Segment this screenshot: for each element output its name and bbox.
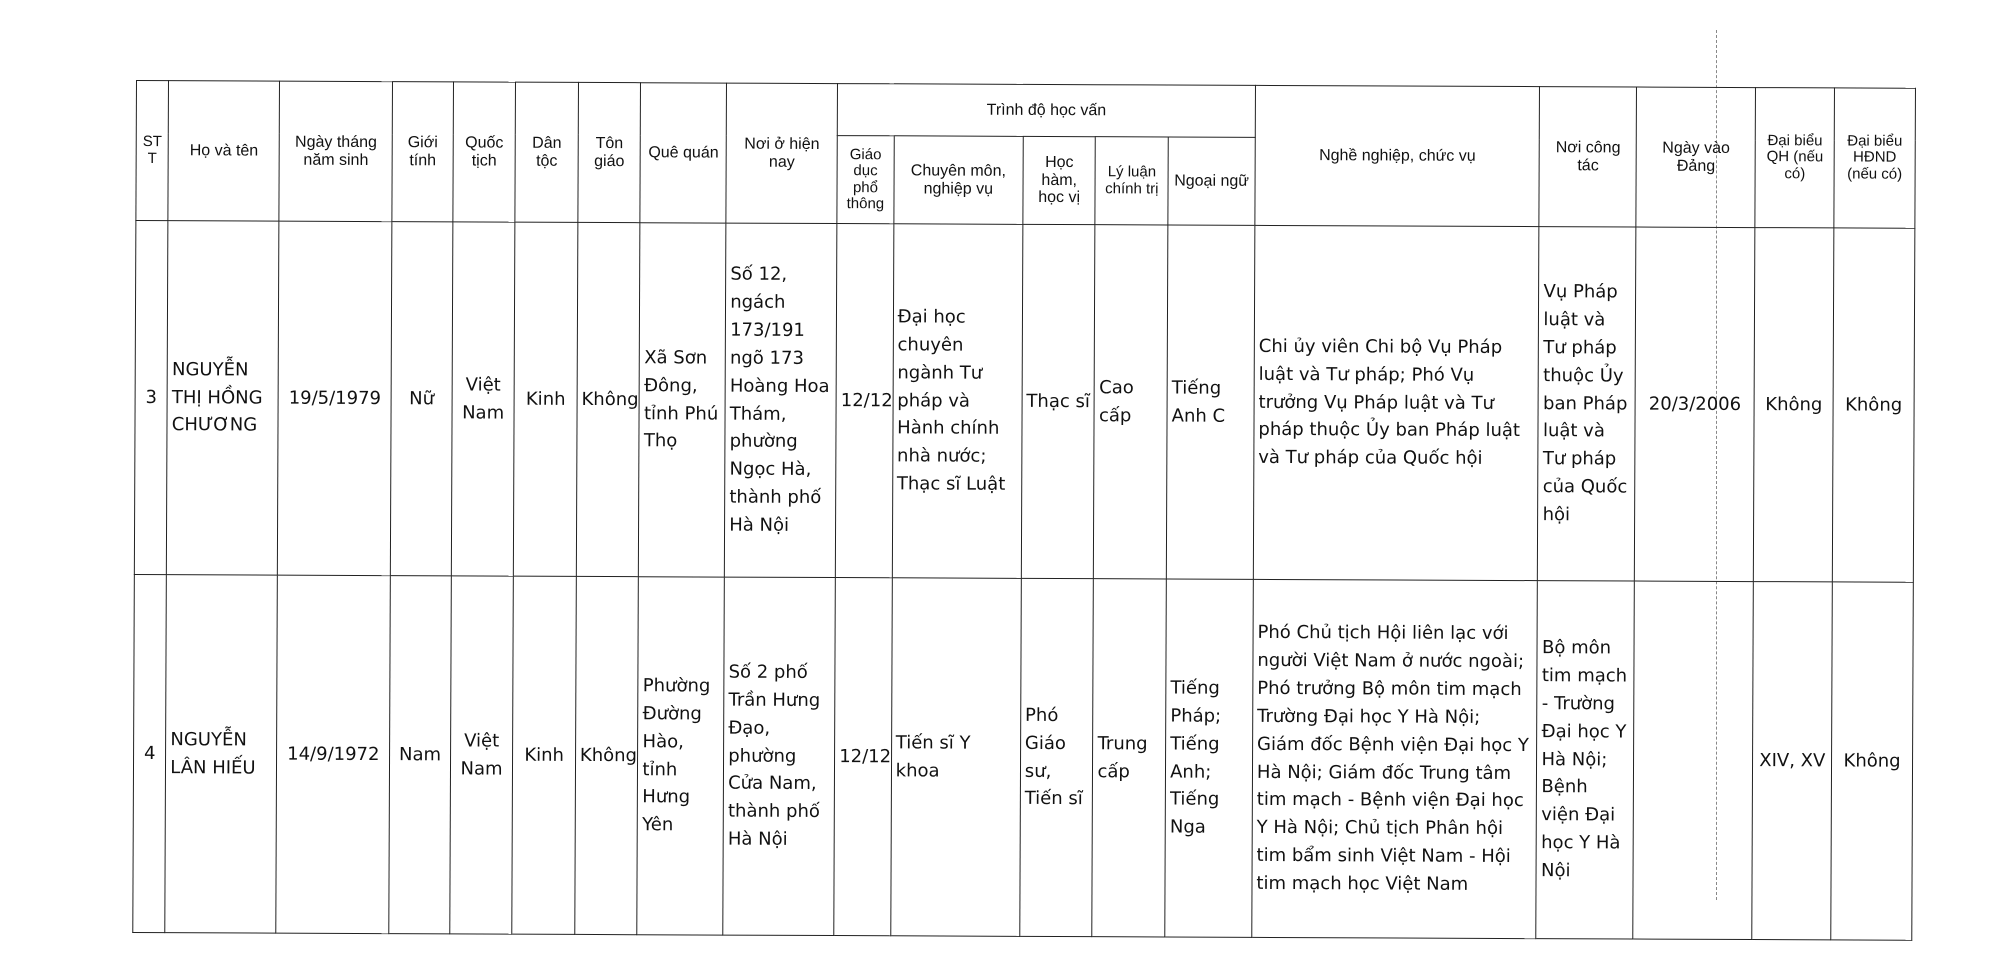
row-nationality: Việt Nam — [451, 222, 515, 576]
header-party-date: Ngày vào Đảng — [1636, 87, 1756, 228]
row-stt: 3 — [134, 221, 168, 575]
header-specialty: Chuyên môn, nghiệp vụ — [894, 136, 1024, 225]
row-na-delegate: Không — [1754, 228, 1834, 582]
row-party-date — [1633, 581, 1754, 940]
row-name: NGUYỄN THỊ HỒNG CHƯƠNG — [167, 221, 280, 575]
candidate-table-sheet — [132, 80, 1916, 941]
row-language: Tiếng Pháp; Tiếng Anh; Tiếng Nga — [1165, 579, 1253, 937]
header-dob: Ngày tháng năm sinh — [279, 81, 393, 221]
row-specialty: Đại học chuyên ngành Tư pháp và Hành chính nhà nước; Thạc sĩ Luật — [892, 224, 1023, 579]
header-religion: Tôn giáo — [578, 82, 641, 222]
row-academic: Thạc sĩ — [1021, 224, 1095, 578]
row-occupation: Chi ủy viên Chi bộ Vụ Pháp luật và Tư pháp; Phó Vụ trưởng Vụ Pháp luật và Tư pháp thuộc Ủy ban Pháp luật và Tư pháp của Quốc hội — [1253, 225, 1539, 580]
header-name: Họ và tên — [168, 81, 280, 221]
row-party-date: 20/3/2006 — [1635, 227, 1756, 582]
row-workplace: Vụ Pháp luật và Tư pháp thuộc Ủy ban Pháp luật và Tư pháp của Quốc hội — [1538, 227, 1636, 581]
header-education-group: Trình độ học vấn — [837, 84, 1255, 138]
header-occupation: Nghề nghiệp, chức vụ — [1255, 85, 1540, 226]
row-council-delegate: Không — [1831, 582, 1913, 940]
header-ethnicity: Dân tộc — [515, 82, 578, 222]
row-general-edu: 12/12 — [836, 224, 894, 578]
row-workplace: Bộ môn tim mạch - Trường Đại học Y Hà Nội; Bệnh viện Đại học Y Hà Nội — [1536, 581, 1634, 939]
row-na-delegate: XIV, XV — [1752, 582, 1832, 940]
row-dob: 14/9/1972 — [276, 575, 391, 933]
header-general-edu: Giáo dục phổ thông — [837, 136, 894, 224]
header-gender: Giới tính — [392, 82, 453, 222]
table-header — [136, 81, 1916, 229]
row-occupation: Phó Chủ tịch Hội liên lạc với người Việt Nam ở nước ngoài; Phó trưởng Bộ môn tim mạch Trường Đại học Y Hà Nội; Giám đốc Bệnh viện Đại học Y Hà Nội; Giám đốc Trung tâm tim mạch - Bệnh viện Đại học Y Hà Nội; Chủ tịch Phân hội tim bẩm sinh Việt Nam - Hội tim mạch học Việt Nam — [1252, 579, 1538, 938]
header-council-delegate: Đại biểu HĐND (nếu có) — [1834, 88, 1916, 228]
header-workplace: Nơi công tác — [1539, 87, 1636, 227]
row-gender: Nam — [389, 576, 451, 934]
table-row — [134, 221, 1915, 583]
header-language: Ngoại ngữ — [1168, 137, 1255, 225]
header-na-delegate: Đại biểu QH (nếu có) — [1755, 88, 1834, 228]
row-nationality: Việt Nam — [450, 576, 514, 934]
row-hometown: Xã Sơn Đông, tỉnh Phú Thọ — [639, 223, 726, 577]
row-name: NGUYỄN LÂN HIẾU — [165, 575, 278, 933]
candidate-table — [132, 80, 1916, 941]
row-general-edu: 12/12 — [834, 578, 892, 936]
row-religion: Không — [575, 576, 639, 934]
row-academic: Phó Giáo sư, Tiến sĩ — [1020, 578, 1094, 936]
row-ethnicity: Kinh — [514, 222, 578, 576]
row-residence: Số 12, ngách 173/191 ngõ 173 Hoàng Hoa Thám, phường Ngọc Hà, thành phố Hà Nội — [725, 223, 838, 577]
row-residence: Số 2 phố Trần Hưng Đạo, phường Cửa Nam, thành phố Hà Nội — [723, 577, 836, 935]
header-nationality: Quốc tịch — [453, 82, 516, 222]
row-political: Cao cấp — [1094, 225, 1168, 579]
row-dob: 19/5/1979 — [278, 221, 393, 575]
row-religion: Không — [576, 222, 640, 576]
row-hometown: Phường Đường Hào, tỉnh Hưng Yên — [637, 577, 724, 935]
row-stt: 4 — [133, 574, 167, 932]
row-ethnicity: Kinh — [512, 576, 576, 934]
row-gender: Nữ — [391, 222, 453, 576]
table-body — [133, 221, 1915, 941]
table-row — [133, 574, 1914, 940]
header-political: Lý luận chính trị — [1095, 137, 1168, 225]
header-hometown: Quê quán — [640, 83, 726, 223]
header-academic: Học hàm, học vị — [1023, 136, 1096, 224]
row-specialty: Tiến sĩ Y khoa — [890, 578, 1021, 937]
row-council-delegate: Không — [1832, 228, 1914, 582]
header-residence: Nơi ở hiện nay — [726, 83, 838, 223]
header-stt: ST T — [136, 81, 169, 221]
row-language: Tiếng Anh C — [1166, 225, 1254, 579]
row-political: Trung cấp — [1092, 579, 1166, 937]
